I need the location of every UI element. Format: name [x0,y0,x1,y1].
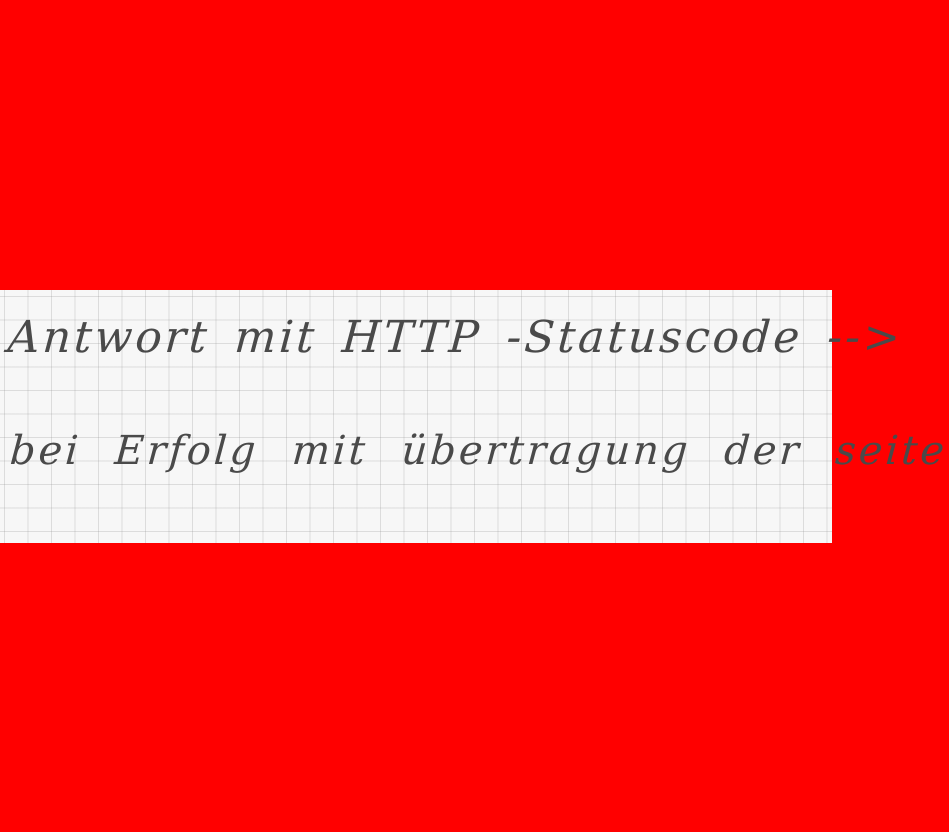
handwritten-line-2: bei Erfolg mit übertragung der seite [8,428,949,474]
bottom-red-band [0,543,832,832]
top-red-band [0,0,832,290]
graph-paper-strip [0,290,949,543]
handwritten-line-1: Antwort mit HTTP -Statuscode --> [6,312,905,363]
